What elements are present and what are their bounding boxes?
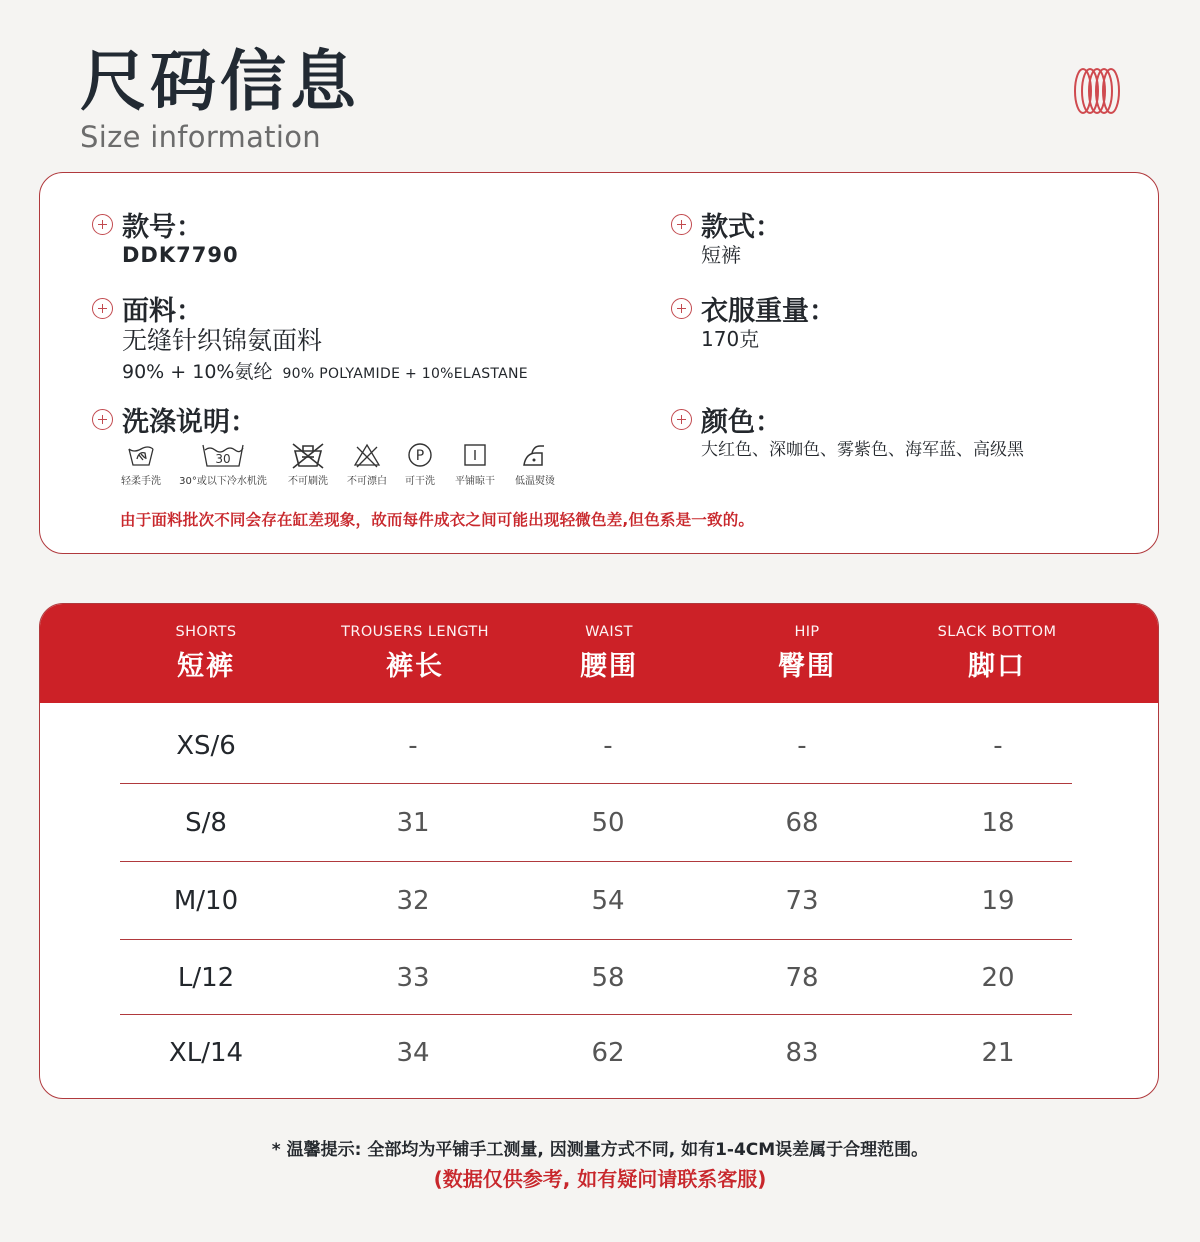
table-row: S/8 31 50 68 18 — [120, 785, 1072, 862]
table-row: XL/14 34 62 83 21 — [168, 1038, 1015, 1068]
column-header-waist: WAIST 腰围 — [580, 624, 638, 682]
info-style-no — [92, 207, 239, 269]
info-fabric — [92, 291, 528, 388]
plus-circle-icon — [671, 214, 692, 235]
care-item-machine-wash: 30 30°或以下冷水机洗 — [168, 441, 278, 487]
care-item-no-bleach: 不可漂白 — [338, 441, 396, 487]
style-label: 款式： — [701, 211, 782, 243]
column-header-length: TROUSERS LENGTH 裤长 — [341, 624, 489, 682]
weight-label: 衣服重量： — [701, 295, 836, 327]
care-item-hand-wash: 轻柔手洗 — [114, 441, 168, 487]
machine-wash-30-icon — [201, 441, 245, 469]
page-title-cn: 尺码信息 — [80, 43, 360, 120]
table-row: XS/6 - - - - — [120, 709, 1072, 784]
svg-text:P: P — [415, 448, 425, 464]
svg-text:30: 30 — [215, 452, 231, 466]
info-care — [92, 402, 257, 436]
page-title-en: Size information — [80, 120, 321, 154]
info-colors — [671, 402, 1024, 464]
style-no-value: DDK7790 — [122, 243, 239, 267]
product-info-card — [39, 172, 1159, 554]
column-header-hip: HIP 臀围 — [778, 624, 836, 682]
care-item-dry-clean: P 可干洗 — [396, 441, 444, 487]
colors-label: 颜色： — [701, 406, 782, 438]
colors-value: 大红色、深咖色、雾紫色、海军蓝、高级黑 — [701, 440, 1024, 460]
style-value: 短裤 — [701, 243, 741, 267]
fabric-composition-cn: 90% + 10%氨纶 — [122, 361, 273, 383]
no-brush-wash-icon — [290, 441, 326, 469]
iron-low-icon — [520, 441, 550, 469]
care-item-dry-flat: 平铺晾干 — [444, 441, 506, 487]
plus-circle-icon — [92, 409, 113, 430]
plus-circle-icon — [671, 298, 692, 319]
fabric-label: 面料： — [122, 295, 203, 327]
fabric-value: 无缝针织锦氨面料 — [122, 326, 323, 355]
info-weight — [671, 291, 836, 353]
fabric-composition-en: 90% POLYAMIDE + 10%ELASTANE — [282, 366, 528, 382]
hand-wash-icon — [126, 441, 156, 469]
weight-value: 170克 — [701, 327, 760, 351]
contact-note: (数据仅供参考, 如有疑问请联系客服) — [433, 1167, 767, 1191]
table-row: M/10 32 54 73 19 — [120, 863, 1072, 940]
care-icons-row — [114, 441, 564, 487]
care-item-iron-low: 低温熨烫 — [506, 441, 564, 487]
plus-circle-icon — [92, 214, 113, 235]
info-style — [671, 207, 782, 269]
plus-circle-icon — [671, 409, 692, 430]
dry-flat-icon — [461, 441, 489, 469]
plus-circle-icon — [92, 298, 113, 319]
size-table — [39, 603, 1159, 1099]
care-item-no-brush: 不可刷洗 — [278, 441, 338, 487]
coil-rings-icon — [1072, 66, 1124, 116]
measurement-note: * 温馨提示: 全部均为平铺手工测量, 因测量方式不同, 如有1-4CM误差属于合理范围。 — [271, 1140, 929, 1160]
column-header-shorts: SHORTS 短裤 — [175, 624, 237, 682]
table-row: L/12 33 58 78 20 — [120, 941, 1072, 1015]
style-no-label: 款号： — [122, 211, 203, 243]
care-label: 洗涤说明： — [122, 406, 257, 438]
size-table-header — [40, 604, 1158, 703]
dry-clean-p-icon — [406, 441, 434, 469]
color-variance-warning: 由于面料批次不同会存在缸差现象，故而每件成衣之间可能出现轻微色差,但色系是一致的。 — [120, 511, 755, 529]
column-header-slack-bottom: SLACK BOTTOM 脚口 — [937, 624, 1057, 682]
no-bleach-icon — [352, 441, 382, 469]
